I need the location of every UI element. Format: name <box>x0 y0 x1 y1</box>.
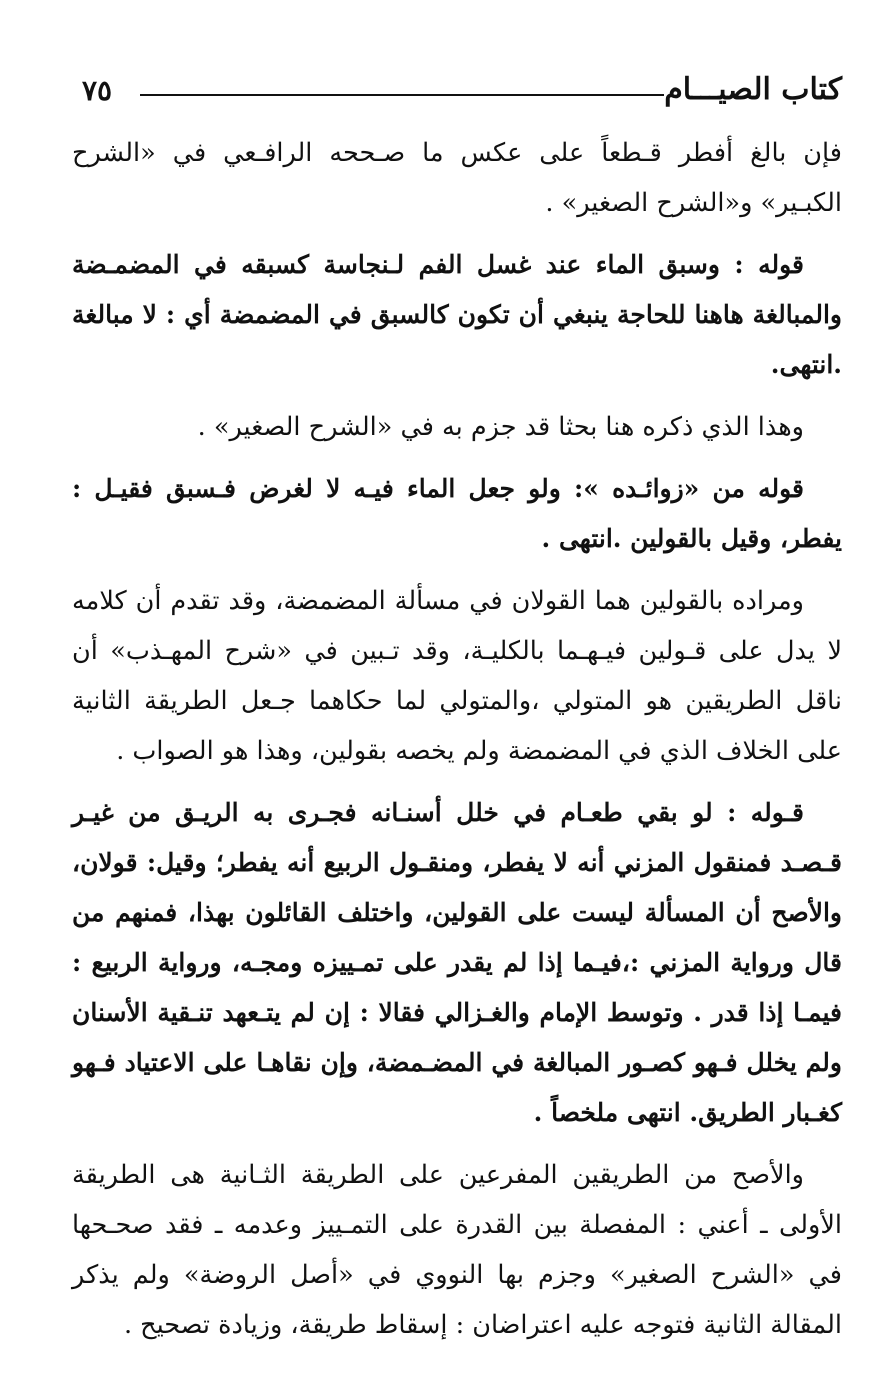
paragraph-7: والأصح من الطريقين المفرعين على الطريقة الثـانية هى الطريقة الأولى ـ أعني : المفصلة بين القدرة على التمـييز وعدمه ـ فقد صحـحها في «الشرح الصغير» وجزم بها النووي في «أصل الروضة» ولم يذكر المقالة الثانية فتوجه عليه اعتراضان : إسقاط طريقة، وزيادة تصحيح . <box>72 1160 842 1340</box>
running-title: كتاب الصيـــام <box>664 72 842 107</box>
body-text <box>72 128 842 1362</box>
paragraph-4-quote: قوله من «زوائـده »: ولو جعل الماء فيـه لا لغرض فـسبق فقيـل : يفطر، وقيل بالقولين .انتهى . <box>72 474 842 553</box>
page-header <box>78 70 842 116</box>
paragraph-6-quote: قـوله : لو بقي طعـام في خلل أسنـانه فجـرى به الريـق من غيـر قـصـد فمنقول المزني أنه لا يفطر، ومنقـول الربيع أنه يفطر؛ وقيل: قولان، والأصح أن المسألة ليست على القولين، واختلف القائلون بهذا، فمنهم من قال ورواية المزني :،فيـما إذا لم يقدر على تمـييزه ومجـه، ورواية الربيع : فيمـا إذا قدر . وتوسط الإمام والغـزالي فقالا : إن لم يتـعهد تنـقية الأسنان ولم يخلل فـهو كصـور المبالغة في المضـمضة، وإن نقاهـا على الاعتياد فـهو كغـبار الطريق. انتهى ملخصاً . <box>72 798 842 1127</box>
header-rule <box>140 94 664 96</box>
paragraph-2-quote: قوله : وسبق الماء عند غسل الفم لـنجاسة كسبقه في المضمـضة والمبالغة هاهنا للحاجة ينبغي أن تكون كالسبق في المضمضة أي : لا مبالغة .انتهى. <box>72 250 842 379</box>
page-number: ٧٥ <box>82 74 113 107</box>
paragraph-1: فإن بالغ أفطر قـطعاً على عكس ما صـححه الرافـعي في «الشرح الكبـير» و«الشرح الصغير» . <box>72 138 842 218</box>
paragraph-5: ومراده بالقولين هما القولان في مسألة المضمضة، وقد تقدم أن كلامه لا يدل على قـولين فيـهـما بالكليـة، وقد تـبين في «شرح المهـذب» أن ناقل الطريقين هو المتولي ،والمتولي لما حكاهما جـعل الطريقة الثانية على الخلاف الذي في المضمضة ولم يخصه بقولين، وهذا هو الصواب . <box>72 586 842 766</box>
paragraph-3: وهذا الذي ذكره هنا بحثا قد جزم به في «الشرح الصغير» . <box>197 412 804 442</box>
